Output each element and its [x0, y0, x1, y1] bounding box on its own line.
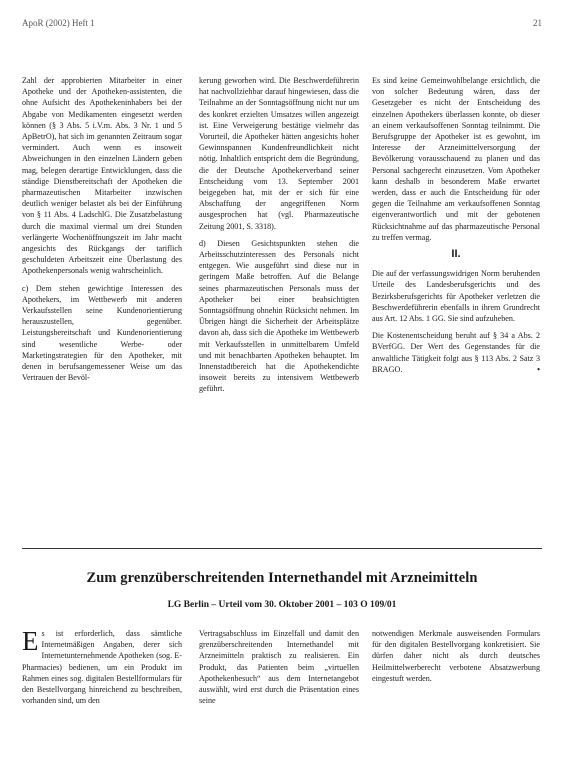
paragraph-text: Vertragsabschluss im Einzelfall und damit den grenzüberschreitenden Internethandel mit Arzneimitteln praktisch zu realisieren. Ein Produkt, das Patienten beim „virtuellen Apothekenbesuch“ aus dem Internetangebot auswählt, wird erst durch die Präsentation eines seine — [199, 629, 359, 706]
article-title: Zum grenzüberschreitenden Internethandel mit Arzneimitteln — [86, 570, 478, 586]
paragraph-text: notwendigen Merkmale ausweisenden Formulars für den digitalen Bestellvorgang konkretisiert. Sie dürfen daher nicht als durch deutsches Heilmittelwerberecht verbotene Absatzwerbung eingestuft werden. — [372, 629, 540, 683]
paragraph: Die auf der verfassungswidrigen Norm beruhenden Urteile des Landesberufsgerichts und des Bezirksberufsgerichts für Apotheker verletzen die Beschwerdeführerin ebenfalls in ihrem Grundrecht aus Art. 12 Abs. 1 GG. Sie sind aufzuheben. — [372, 269, 540, 324]
paragraph: d) Diesen Gesichtspunkten stehen die Arbeitsschutzinteressen des Personals nicht entgegen. Wie ausgeführt sind diese nur in geringem Maße betroffen. Auf die Belange seines pharmazeutischen Personals muss der Apotheker bei einer beabsichtigten Sonntagsöffnung ohnehin Rücksicht nehmen. Im Übrigen hängt die Sicherheit der Arbeitsplätze davon ab, dass sich die Apotheke im Wettbewerb mit Verkaufsstellen in unmittelbarem Umfeld und mit benachbarten Apotheken behauptet. Im Innenstadtbereich hat die Apothekendichte insoweit bereits zu intensivem Wettbewerb geführt. — [199, 238, 359, 394]
paragraph: Zahl der approbierten Mitarbeiter in einer Apotheke und der Apotheken-assistenten, die ohne Aufsicht des Apothekeninhabers bei der Abgabe von Medikamenten eingesetzt werden können (§ 3 Abs. 5 i.V.m. Abs. 3 Nr. 1 und 5 ApBetrO), hat sich im genannten Zeitraum sogar vermindert. Auch wenn es insoweit Abweichungen in den einzelnen Ländern geben mag, belegen derartige Entwicklungen, dass die ständige Dienstbereitschaft der Apotheken die pharmazeutischen Mitarbeiter inzwischen deutlich weniger belastet als bei der Einführung von § 11 Abs. 4 LadschlG. Die Zusatzbelastung durch die maximal viermal um drei Stunden verlängerte Wochenöffnungszeit im Jahr macht angesichts des Rückgangs der tariflich geschuldeten Arbeitszeit eine Überlastung des Apothekenpersonals wenig wahrscheinlich. — [22, 76, 182, 276]
running-head — [22, 18, 542, 32]
article-column-1 — [22, 628, 182, 706]
paragraph — [372, 330, 540, 375]
paragraph-text: Die Kostenentscheidung beruht auf § 34 a Abs. 2 BVerfGG. Der Wert des Gegenstandes für die anwaltliche Tätigkeit folgt aus § 113 Abs. 2 Satz 3 BRAGO. — [372, 331, 540, 374]
section-heading: II. — [451, 248, 461, 261]
text-column-3 — [372, 75, 540, 381]
paragraph: kerung geworben wird. Die Beschwerdeführerin hat nachvollziehbar darauf hingewiesen, dass die Teilnahme an der Sonntagsöffnung nicht nur um des konkret erzielten Umsatzes willen angezeigt ist. Eine Verweigerung bestätige vielmehr das Vorurteil, die Apotheker hätten angesichts hoher Gewinnspannen Kundenfreundlichkeit nicht nötig. Inhaltlich entspricht dem die Begründung, die der Deutsche Apothekerverband seiner Entscheidung vom 13. September 2001 beigegeben hat, mit der er sich für eine Abschaffung der angegriffenen Norm ausgesprochen hat (vgl. Pharmazeutische Zeitung 2001, S. 3318). — [199, 76, 359, 231]
text-column-1 — [22, 75, 182, 389]
section-divider — [22, 548, 542, 549]
article-subtitle: LG Berlin – Urteil vom 30. Oktober 2001 – 103 O 109/01 — [167, 600, 397, 610]
paragraph: Es sind keine Gemeinwohlbelange ersichtlich, die von solcher Bedeutung wären, dass der Gesetzgeber es nicht der Entscheidung des einzelnen Apothekers überlassen konnte, ob dieser an einem verkaufsoffenen Sonntag teilnimmt. Die Berufsgruppe der Apotheker ist es gewohnt, im Interesse der Arzneimittelversorgung der Bevölkerung vorausschauend zu planen und das Personal sachgerecht einzusetzen. Vom Apotheker kann deshalb in besonderem Maße erwartet werden, dass er auch die Entscheidung für oder gegen die Teilnahme am verkaufsoffenen Sonntag eigenverantwortlich und mit der gebotenen Rücksichtnahme auf das pharmazeutische Personal zu treffen vermag. — [372, 76, 540, 242]
text-column-2 — [199, 75, 359, 401]
drop-cap: E — [22, 626, 39, 656]
article-column-3 — [372, 628, 540, 684]
article-column-2 — [199, 628, 359, 706]
paragraph: c) Dem stehen gewichtige Interessen des Apothekers, im Wettbewerb mit anderen Verkaufsstellen seine Kundenorientierung herauszustellen, gegenüber. Leistungsbereitschaft und Kundenorientierung sind wesentliche Werbe- oder Marketingstrategien für den Apotheker, mit denen in berufsangemessener Weise um das Vertrauen der Bevöl- — [22, 283, 182, 383]
page-number: 21 — [533, 18, 542, 28]
end-mark-icon: • — [537, 364, 540, 374]
paragraph-text: s ist erforderlich, dass sämtliche Internetmäßigen Angaben, derer sich Internetunternehmende Apotheken (sog. E-Pharmacies) bedienen, um ein Produkt im Rahmen eines sog. digitalen Bestellformulars für den Bestellvorgang hinreichend zu beschreiben, vorhanden sind, um den — [22, 629, 182, 706]
journal-reference: ApoR (2002) Heft 1 — [22, 18, 95, 28]
